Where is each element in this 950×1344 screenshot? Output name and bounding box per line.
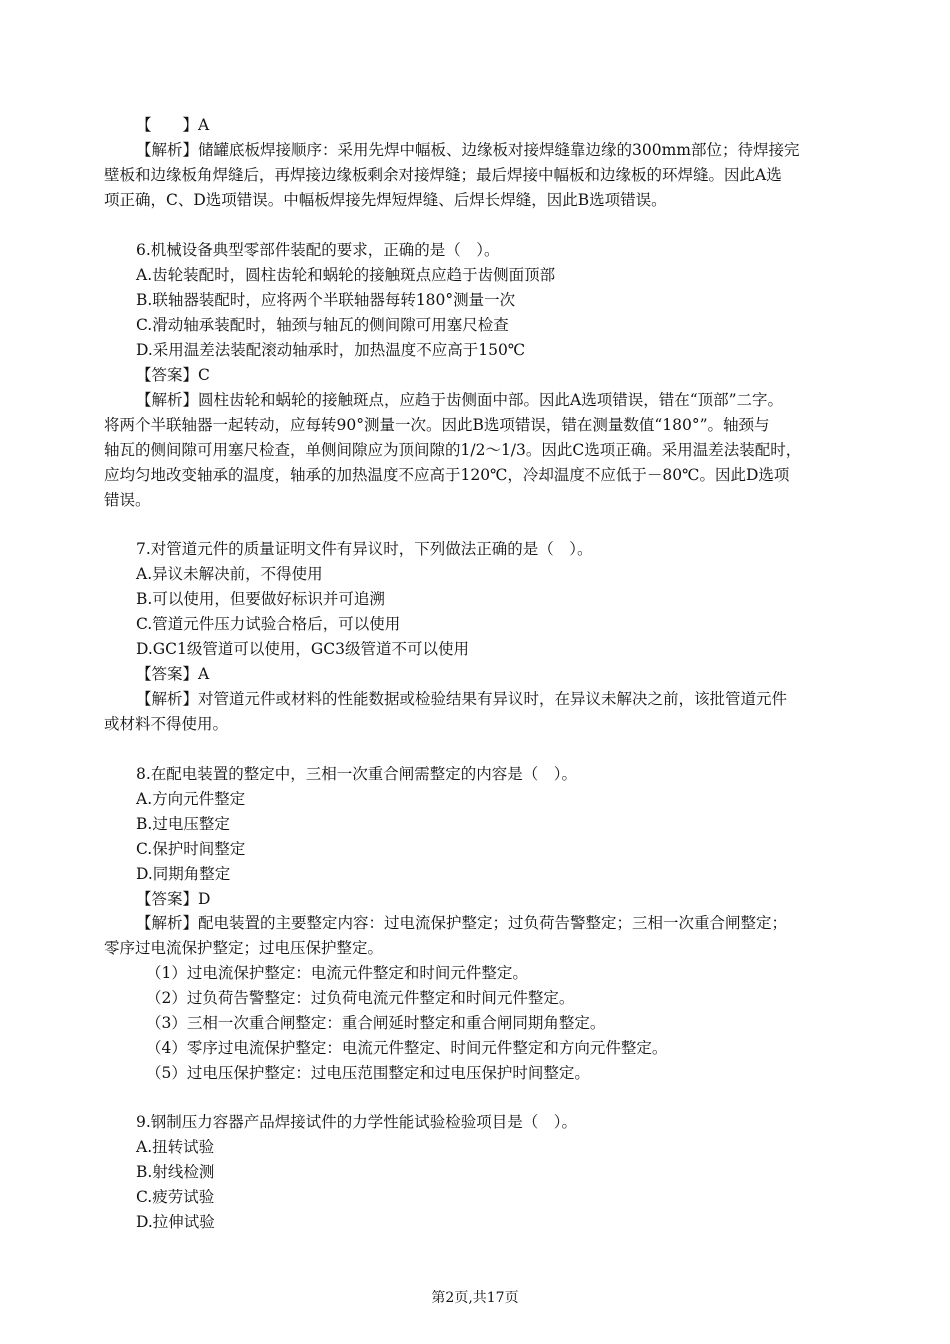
- question-8-option-b: B.过电压整定: [136, 815, 230, 833]
- question-9-option-b: B.射线检测: [136, 1163, 215, 1181]
- question-8-analysis-line: 【解析】配电装置的主要整定内容：过电流保护整定；过负荷告警整定；三相一次重合闸整定；: [136, 914, 788, 932]
- question-7-option-d: D.GC1级管道可以使用，GC3级管道不可以使用: [136, 640, 470, 658]
- page-number: 第2页,共17页: [431, 1290, 519, 1306]
- question-8-detail-line: （2）过负荷告警整定：过负荷电流元件整定和时间元件整定。: [146, 989, 575, 1007]
- question-8-option-a: A.方向元件整定: [136, 790, 246, 808]
- question-6-analysis-line: 错误。: [104, 491, 151, 509]
- question-6-answer: 【答案】C: [136, 366, 210, 384]
- question-6-option-c: C.滑动轴承装配时，轴颈与轴瓦的侧间隙可用塞尺检查: [136, 316, 509, 334]
- question-6-option-d: D.采用温差法装配滚动轴承时，加热温度不应高于150℃: [136, 341, 526, 359]
- question-7-analysis-line: 【解析】对管道元件或材料的性能数据或检验结果有异议时，在异议未解决之前，该批管道元件: [136, 690, 788, 708]
- question-9-stem: 9.钢制压力容器产品焊接试件的力学性能试验检验项目是（ ）。: [136, 1113, 578, 1131]
- question-7-answer: 【答案】A: [136, 665, 210, 683]
- analysis-line: 项正确，C、D选项错误。中幅板焊接先焊短焊缝、后焊长焊缝，因此B选项错误。: [104, 191, 667, 209]
- question-8-option-c: C.保护时间整定: [136, 840, 246, 858]
- question-6-analysis-line: 应均匀地改变轴承的温度，轴承的加热温度不应高于120℃，冷却温度不应低于－80℃。因此D选项: [104, 466, 790, 484]
- question-8-detail-line: （5）过电压保护整定：过电压范围整定和过电压保护时间整定。: [146, 1064, 590, 1082]
- question-8-option-d: D.同期角整定: [136, 865, 231, 883]
- question-7-option-a: A.异议未解决前，不得使用: [136, 565, 323, 583]
- question-6-option-a: A.齿轮装配时，圆柱齿轮和蜗轮的接触斑点应趋于齿侧面顶部: [136, 266, 556, 284]
- question-7-option-c: C.管道元件压力试验合格后，可以使用: [136, 615, 401, 633]
- question-8-detail-line: （3）三相一次重合闸整定：重合闸延时整定和重合闸同期角整定。: [146, 1014, 606, 1032]
- question-6-stem: 6.机械设备典型零部件装配的要求，正确的是（ ）。: [136, 241, 500, 259]
- question-7-option-b: B.可以使用，但要做好标识并可追溯: [136, 590, 385, 608]
- question-6-analysis-line: 轴瓦的侧间隙可用塞尺检查，单侧间隙应为顶间隙的1/2～1/3。因此C选项正确。采用温差法装配时，: [104, 441, 802, 459]
- question-8-detail-line: （1）过电流保护整定：电流元件整定和时间元件整定。: [146, 964, 528, 982]
- question-8-stem: 8.在配电装置的整定中，三相一次重合闸需整定的内容是（ ）。: [136, 765, 578, 783]
- question-9-option-d: D.拉伸试验: [136, 1213, 215, 1231]
- answer-line: 【 】A: [136, 116, 210, 134]
- question-9-option-a: A.扭转试验: [136, 1138, 215, 1156]
- question-8-answer: 【答案】D: [136, 890, 211, 908]
- analysis-line: 【解析】储罐底板焊接顺序：采用先焊中幅板、边缘板对接焊缝靠边缘的300mm部位；待焊接完: [136, 141, 800, 159]
- question-7-analysis-line: 或材料不得使用。: [104, 715, 229, 733]
- question-6-option-b: B.联轴器装配时，应将两个半联轴器每转180°测量一次: [136, 291, 516, 309]
- analysis-line: 壁板和边缘板角焊缝后，再焊接边缘板剩余对接焊缝；最后焊接中幅板和边缘板的环焊缝。因此A选: [104, 166, 782, 184]
- question-7-stem: 7.对管道元件的质量证明文件有异议时，下列做法正确的是（ ）。: [136, 540, 593, 558]
- question-9-option-c: C.疲劳试验: [136, 1188, 215, 1206]
- question-6-analysis-line: 【解析】圆柱齿轮和蜗轮的接触斑点，应趋于齿侧面中部。因此A选项错误，错在“顶部”二字。: [136, 391, 784, 409]
- question-8-detail-line: （4）零序过电流保护整定：电流元件整定、时间元件整定和方向元件整定。: [146, 1039, 668, 1057]
- question-8-analysis-line: 零序过电流保护整定；过电压保护整定。: [104, 939, 384, 957]
- question-6-analysis-line: 将两个半联轴器一起转动，应每转90°测量一次。因此B选项错误，错在测量数值“180°”。轴颈与: [104, 416, 770, 434]
